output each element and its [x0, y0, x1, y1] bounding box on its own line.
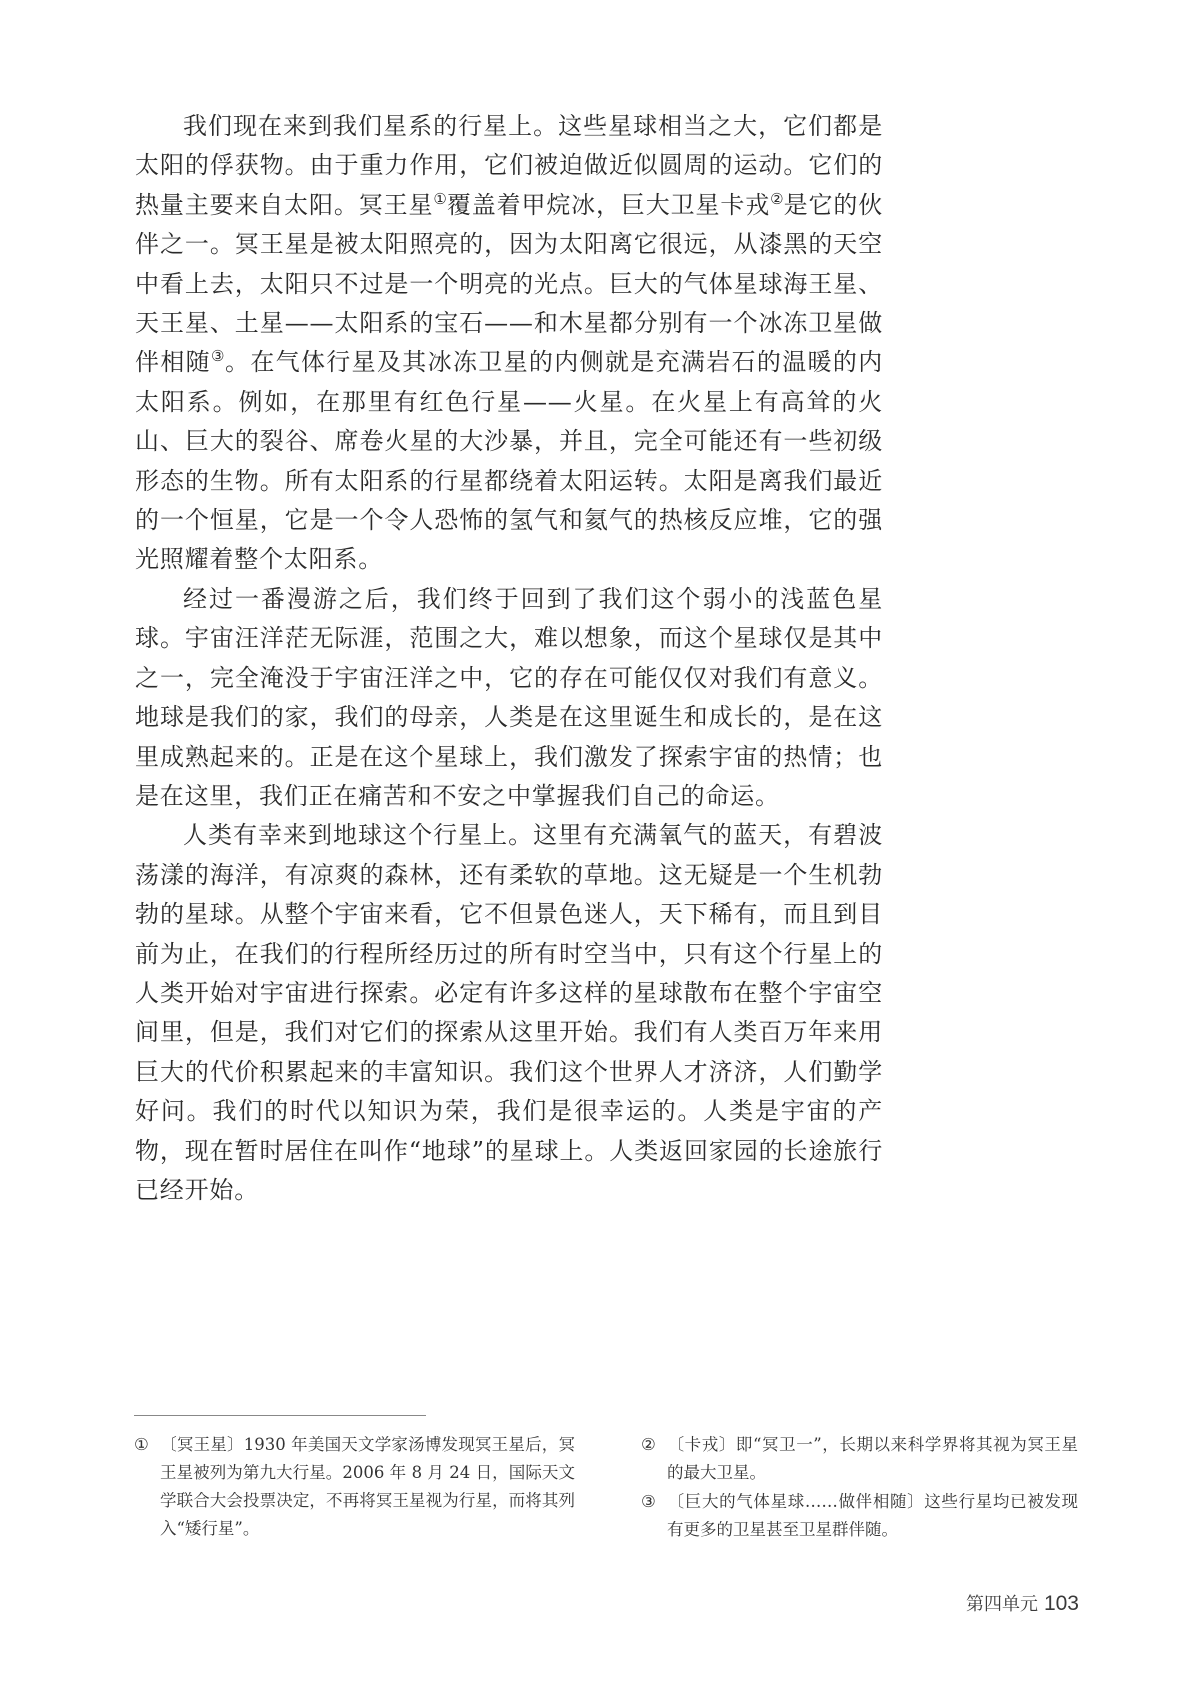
footnotes-right-column	[641, 1431, 1078, 1545]
footnote-ref-2[interactable]: ②	[770, 189, 784, 208]
paragraph-1	[135, 107, 883, 580]
footnote-1-text: 〔冥王星〕1930 年美国天文学家汤博发现冥王星后，冥王星被列为第九大行星。2006 年 8 月 24 日，国际天文学联合大会投票决定，不再将冥王星视为行星，而将其列入“矮行星”。	[160, 1435, 575, 1538]
footnote-2	[641, 1431, 1078, 1487]
page-number: 103	[1043, 1592, 1079, 1615]
footnote-divider	[134, 1415, 426, 1416]
page-footer	[966, 1590, 1079, 1616]
paragraph-1-text-a: 我们现在来到我们星系的行星上。这些星球相当之大，它们都是太阳的俘获物。由于重力作用，它们被迫做近似圆周的运动。它们的热量主要来自太阳。冥王星	[135, 112, 883, 219]
footnote-3	[641, 1488, 1078, 1544]
footnote-3-mark: ③	[641, 1492, 656, 1511]
paragraph-1-text-c: 是它的伙伴之一。冥王星是被太阳照亮的，因为太阳离它很远，从漆黑的天空中看上去，太阳只不过是一个明亮的光点。巨大的气体星球海王星、天王星、土星——太阳系的宝石——和木星都分别有一个冰冻卫星做伴相随	[135, 190, 883, 377]
footnote-2-text: 〔卡戎〕即“冥卫一”，长期以来科学界将其视为冥王星的最大卫星。	[667, 1435, 1078, 1482]
footnote-2-mark: ②	[641, 1435, 656, 1454]
footnote-1	[134, 1431, 575, 1543]
footnote-ref-3[interactable]: ③	[211, 347, 225, 366]
footnotes-left-column	[134, 1431, 575, 1544]
footnote-ref-1[interactable]: ①	[433, 189, 447, 208]
paragraph-3: 人类有幸来到地球这个行星上。这里有充满氧气的蓝天，有碧波荡漾的海洋，有凉爽的森林，还有柔软的草地。这无疑是一个生机勃勃的星球。从整个宇宙来看，它不但景色迷人，天下稀有，而且到目前为止，在我们的行程所经历过的所有时空当中，只有这个行星上的人类开始对宇宙进行探索。必定有许多这样的星球散布在整个宇宙空间里，但是，我们对它们的探索从这里开始。我们有人类百万年来用巨大的代价积累起来的丰富知识。我们这个世界人才济济，人们勤学好问。我们的时代以知识为荣，我们是很幸运的。人类是宇宙的产物，现在暂时居住在叫作“地球”的星球上。人类返回家园的长途旅行已经开始。	[135, 821, 883, 1204]
footnote-1-mark: ①	[134, 1435, 149, 1454]
unit-label: 第四单元	[965, 1594, 1038, 1615]
paragraph-1-text-b: 覆盖着甲烷冰，巨大卫星卡戎	[446, 190, 771, 219]
main-text	[135, 107, 883, 1210]
footnote-3-text: 〔巨大的气体星球……做伴相随〕这些行星均已被发现有更多的卫星甚至卫星群伴随。	[667, 1492, 1078, 1539]
paragraph-1-text-d: 。在气体行星及其冰冻卫星的内侧就是充满岩石的温暖的内太阳系。例如，在那里有红色行星——火星。在火星上有高耸的火山、巨大的裂谷、席卷火星的大沙暴，并且，完全可能还有一些初级形态的生物。所有太阳系的行星都绕着太阳运转。太阳是离我们最近的一个恒星，它是一个令人恐怖的氢气和氦气的热核反应堆，它的强光照耀着整个太阳系。	[135, 348, 883, 574]
paragraph-2: 经过一番漫游之后，我们终于回到了我们这个弱小的浅蓝色星球。宇宙汪洋茫无际涯，范围之大，难以想象，而这个星球仅是其中之一，完全淹没于宇宙汪洋之中，它的存在可能仅仅对我们有意义。地球是我们的家，我们的母亲，人类是在这里诞生和成长的，是在这里成熟起来的。正是在这个星球上，我们激发了探索宇宙的热情；也是在这里，我们正在痛苦和不安之中掌握我们自己的命运。	[135, 584, 883, 810]
